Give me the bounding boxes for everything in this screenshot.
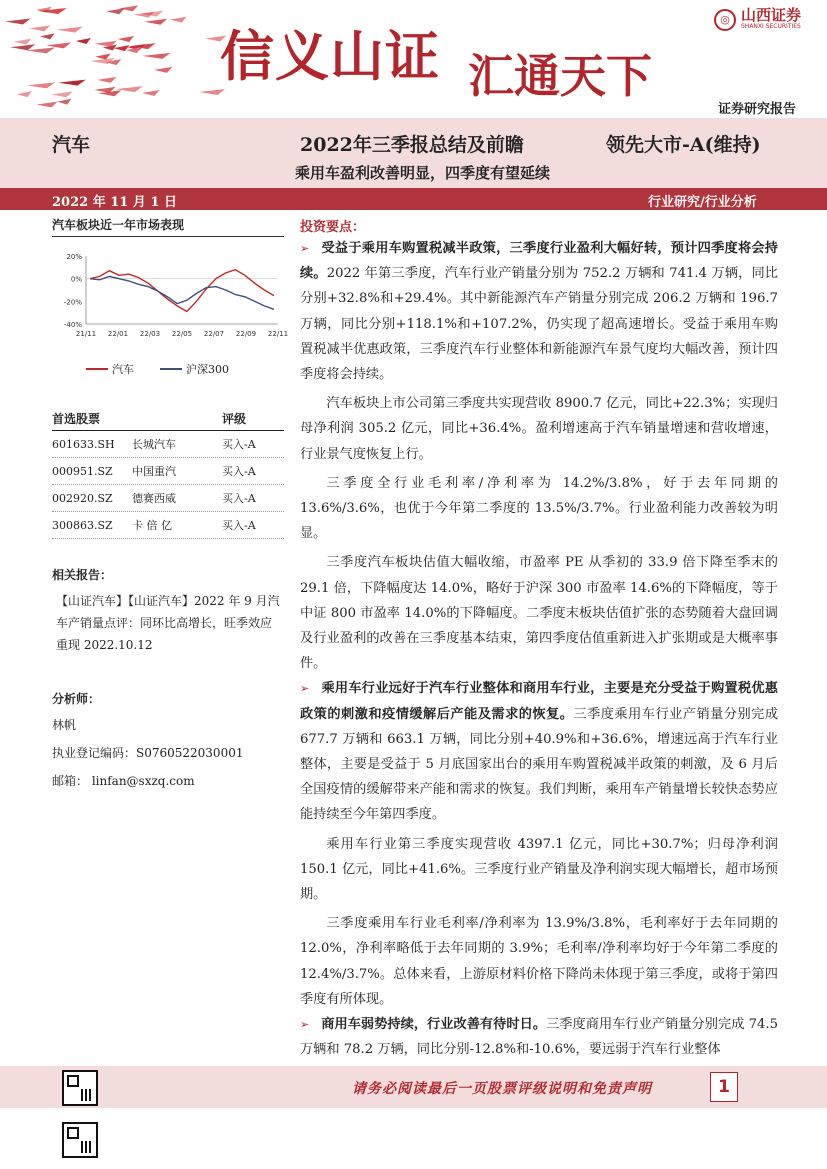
y-tick-label: -20% <box>63 298 82 307</box>
paragraph <box>300 236 778 387</box>
y-tick-label: 0% <box>70 275 82 284</box>
paragraph: 乘用车行业第三季度实现营收 4397.1 亿元，同比+30.7%；归母净利润 150.1 亿元，同比+41.6%。三季度行业产销量及净利润实现大幅增长，超市场预期。 <box>300 836 778 903</box>
related-report-link[interactable]: 【山证汽车】【山证汽车】2022 年 9 月汽车产销量点评：同环比高增长，旺季效应重现 2022.10.12 <box>56 594 280 652</box>
x-tick-label: 22/03 <box>139 330 161 338</box>
decorative-arrow <box>5 18 30 24</box>
x-tick-label: 21/11 <box>75 330 97 338</box>
decorative-arrow <box>37 102 58 108</box>
decorative-arrow <box>51 91 73 97</box>
decorative-arrow <box>154 67 172 73</box>
y-tick-label: -40% <box>63 321 82 329</box>
stock-name: 德赛西威 <box>132 492 176 505</box>
decorative-arrow <box>144 19 167 25</box>
paragraph-text: 三季度乘用车行业产销量分别完成 677.7 万辆和 663.1 万辆，同比分别+40.9%和+36.6%，增速远高于汽车行业整体，主要是受益于 5 月底国家出台的乘用车购置税减半政策的刺激，及 6 月后全国疫情的缓解带来产能和需求的恢复。我们判断，乘用车产销量增长较快态势应能持续至今年第四季度。 <box>300 706 779 823</box>
legend-auto-label: 汽车 <box>112 363 134 376</box>
key-point: 商用车弱势持续，行业改善有待时日。 <box>321 1017 547 1033</box>
decorative-arrow <box>58 80 86 86</box>
paragraph <box>300 1012 778 1062</box>
brand-name: 山西证券 <box>741 6 802 24</box>
market-performance-chart <box>52 246 289 376</box>
stock-code: 002920.SZ <box>52 491 113 505</box>
table-row <box>52 512 284 539</box>
stock-code: 000951.SZ <box>52 464 113 478</box>
stock-name: 长城汽车 <box>132 438 176 451</box>
main-body <box>300 236 778 1063</box>
table-row <box>52 431 284 458</box>
brand-english-name: SHANXI SECURITIES <box>741 23 801 30</box>
stock-rating: 买入-A <box>222 438 256 451</box>
legend-csi300 <box>160 361 229 377</box>
report-date: 2022 年 11 月 1 日 <box>52 195 177 210</box>
paragraph: 三季度汽车板块估值大幅收缩，市盈率 PE 从季初的 33.9 倍下降至季末的 29.1 倍，下降幅度达 14.0%，略好于沪深 300 市盈率 14.6%的下降幅度，等于中证 800 市盈率 14.0%的下降幅度。二季度末板块估值扩张的态势随着大盘回调及行业盈利的改善在三季度基本结束，第四季度估值重新进入扩张期或是大概率事件。 <box>300 555 778 672</box>
decorative-arrow <box>46 42 71 48</box>
decorative-arrow <box>26 47 55 53</box>
stock-name: 卡 倍 亿 <box>132 519 172 532</box>
paragraph-text: 三季度商用车行业产销量分别完成 74.5 万辆和 78.2 万辆，同比分别-12.8%和-10.6%，要远弱于汽车行业整体 <box>300 1017 779 1058</box>
legend-csi300-swatch <box>160 368 182 370</box>
decorative-arrow <box>142 90 160 96</box>
key-point: 乘用车行业远好于汽车行业整体和商用车行业，主要是充分受益于购置税优惠政策的刺激和疫情缓解后产能及需求的恢复。 <box>300 681 778 722</box>
decorative-arrow <box>97 77 116 83</box>
decorative-arrow <box>134 12 154 18</box>
x-tick-label: 22/07 <box>203 330 225 338</box>
investment-highlights-heading: 投资要点： <box>300 220 366 235</box>
x-tick-label: 22/05 <box>171 330 193 338</box>
decorative-arrow <box>40 33 54 39</box>
key-point: 受益于乘用车购置税减半政策，三季度行业盈利大幅好转，预计四季度将会持续。 <box>300 241 778 282</box>
industry-rating: 领先大市-A(维持) <box>606 134 761 156</box>
paragraph-text: 2022 年第三季度，汽车行业产销量分别为 752.2 万辆和 741.4 万辆，同比分别+32.8%和+29.4%。其中新能源汽车产销量分别完成 206.2 万辆和 196.7 万辆，同比分别+118.1%和+107.2%，仍实现了超高速增长。受益于乘用车购置税减半优惠政策，三季度汽车行业整体和新能源汽车景气度均大幅改善，预计四季度将会持续。 <box>300 266 778 383</box>
header-rating: 评级 <box>222 412 247 426</box>
x-tick-label: 22/09 <box>235 330 257 338</box>
table-row <box>52 485 284 512</box>
decorative-arrow <box>118 36 134 42</box>
decorative-arrow <box>57 27 83 33</box>
series-line <box>90 276 274 309</box>
top-picks-header <box>52 410 284 431</box>
legend-auto <box>86 361 134 377</box>
series-line <box>90 270 274 312</box>
slogan-main: 信义山证 <box>220 24 440 88</box>
chart-axis <box>86 256 278 324</box>
y-tick-label: 20% <box>66 253 82 261</box>
decorative-arrow <box>27 82 55 88</box>
report-type: 证券研究报告 <box>718 102 797 117</box>
bullet-arrow-icon: ➢ <box>300 682 310 696</box>
stock-rating: 买入-A <box>222 519 256 532</box>
paragraph: 三季度乘用车行业毛利率/净利率为 13.9%/3.8%，毛利率好于去年同期的 12.0%，净利率略低于去年同期的 3.9%；毛利率/净利率均好于今年第二季度的 12.4%/3.7%。总体来看，上游原材料价格下降尚未体现于第三季度，或将于第四季度有所体现。 <box>300 916 778 1007</box>
decorative-arrow <box>170 17 187 23</box>
slogan-sub: 汇通天下 <box>468 49 652 103</box>
paragraph: 三季度全行业毛利率/净利率为 14.2%/3.8%，好于去年同期的 13.6%/3.6%，也优于今年第二季度的 13.5%/3.7%。行业盈利能力改善较为明显。 <box>300 475 778 542</box>
qr-code-icon <box>62 1122 98 1158</box>
decorative-arrow <box>106 8 124 14</box>
decorative-arrow <box>17 91 32 97</box>
report-subtitle: 乘用车盈利改善明显，四季度有望延续 <box>295 164 551 182</box>
analyst-name: 林帆 <box>52 718 77 732</box>
stock-code: 601633.SH <box>52 437 115 451</box>
bullet-arrow-icon: ➢ <box>300 242 310 255</box>
analyst-registration: 执业登记编码：S0760522030001 <box>52 746 244 760</box>
industry-label: 汽车 <box>52 134 91 156</box>
qr-code-icon <box>62 1070 98 1106</box>
stock-code: 300863.SZ <box>52 518 113 532</box>
decorative-arrow <box>29 25 50 31</box>
x-tick-label: 22/01 <box>107 330 129 338</box>
brand-logo-icon: ◎ <box>714 9 736 31</box>
brand-block <box>714 8 801 31</box>
stock-name: 中国重汽 <box>132 465 176 478</box>
legend-auto-swatch <box>86 368 108 370</box>
x-tick-label: 22/11 <box>267 330 289 338</box>
paragraph: 汽车板块上市公司第三季度共实现营收 8900.7 亿元，同比+22.3%；实现归母净利润 305.2 亿元，同比+36.4%。盈利增速高于汽车销量增速和营收增速，行业景气度恢复上行。 <box>300 396 778 462</box>
report-title: 2022年三季报总结及前瞻 <box>300 134 524 156</box>
stock-rating: 买入-A <box>222 492 256 505</box>
header-stock: 首选股票 <box>52 412 101 426</box>
stock-rating: 买入-A <box>222 465 256 478</box>
disclaimer-notice: 请务必阅读最后一页股票评级说明和免责声明 <box>352 1081 652 1097</box>
top-picks-table <box>52 410 284 539</box>
legend-csi300-label: 沪深300 <box>186 363 229 376</box>
paragraph <box>300 676 778 827</box>
table-row <box>52 458 284 485</box>
page-number: 1 <box>710 1072 738 1102</box>
decorative-arrow <box>142 53 171 59</box>
chart-title: 汽车板块近一年市场表现 <box>52 216 284 237</box>
report-category: 行业研究/行业分析 <box>648 195 757 210</box>
decorative-arrow <box>10 44 35 50</box>
related-reports-label: 相关报告： <box>52 568 113 582</box>
bullet-arrow-icon: ➢ <box>300 1018 310 1032</box>
analyst-email[interactable]: 邮箱： linfan@sxzq.com <box>52 774 195 788</box>
decorative-arrow <box>76 38 91 44</box>
decorative-arrow <box>14 39 32 45</box>
decorative-arrow <box>95 54 110 60</box>
analyst-label: 分析师： <box>52 692 101 706</box>
decorative-arrow <box>57 99 71 105</box>
